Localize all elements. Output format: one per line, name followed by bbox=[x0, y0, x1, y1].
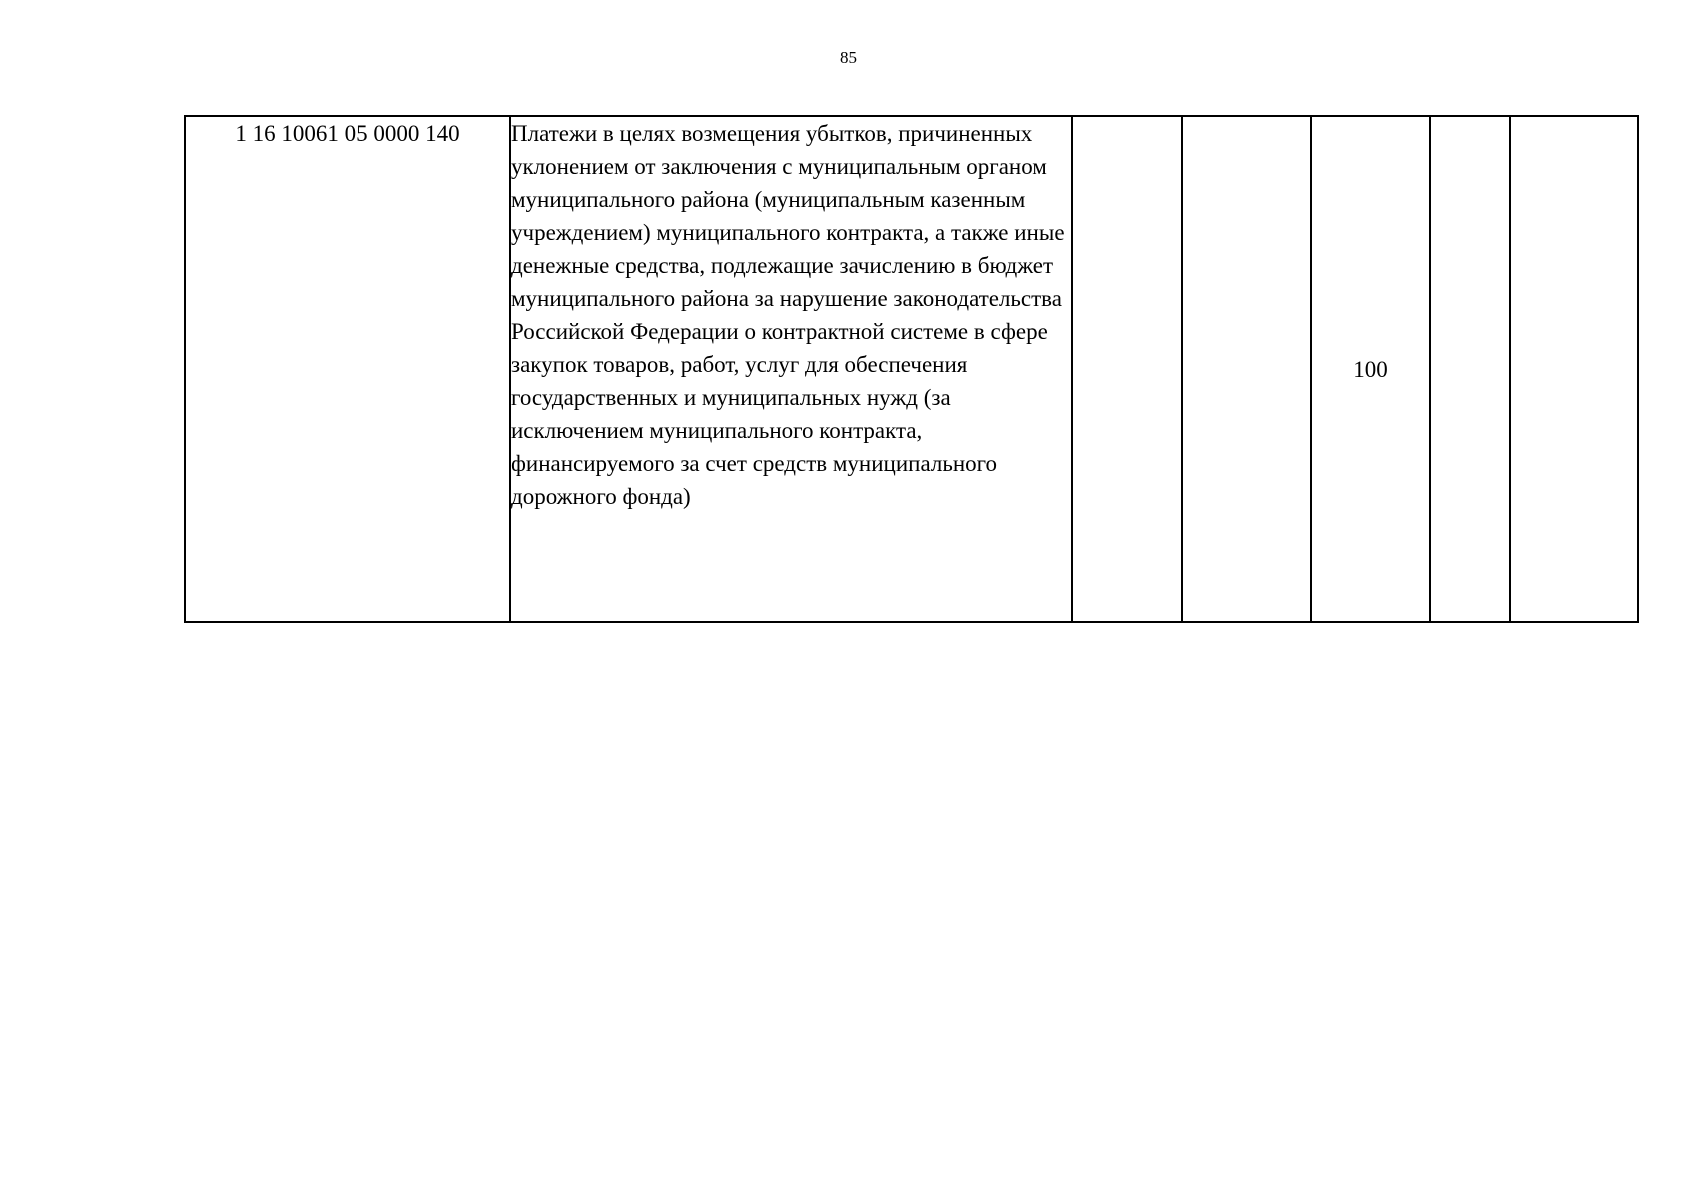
percent-value-cell: 100 bbox=[1311, 116, 1430, 622]
page-number: 85 bbox=[840, 48, 857, 67]
budget-code-cell: 1 16 10061 05 0000 140 bbox=[185, 116, 510, 622]
value-cell-4 bbox=[1182, 116, 1311, 622]
value-cell-7 bbox=[1510, 116, 1638, 622]
description-cell: Платежи в целях возмещения убытков, причиненных уклонением от заключения с муниципальным органом муниципального района (муниципальным казенным учреждением) муниципального контракта, а также иные денежные средства, подлежащие зачислению в бюджет муниципального района за нарушение законодательства Российской Федерации о контрактной системе в сфере закупок товаров, работ, услуг для обеспечения государственных и муниципальных нужд (за исключением муниципального контракта, финансируемого за счет средств муниципального дорожного фонда) bbox=[510, 116, 1072, 622]
table-row bbox=[185, 116, 1638, 622]
value-cell-3 bbox=[1072, 116, 1182, 622]
revenue-code-table bbox=[184, 115, 1639, 623]
value-cell-6 bbox=[1430, 116, 1510, 622]
